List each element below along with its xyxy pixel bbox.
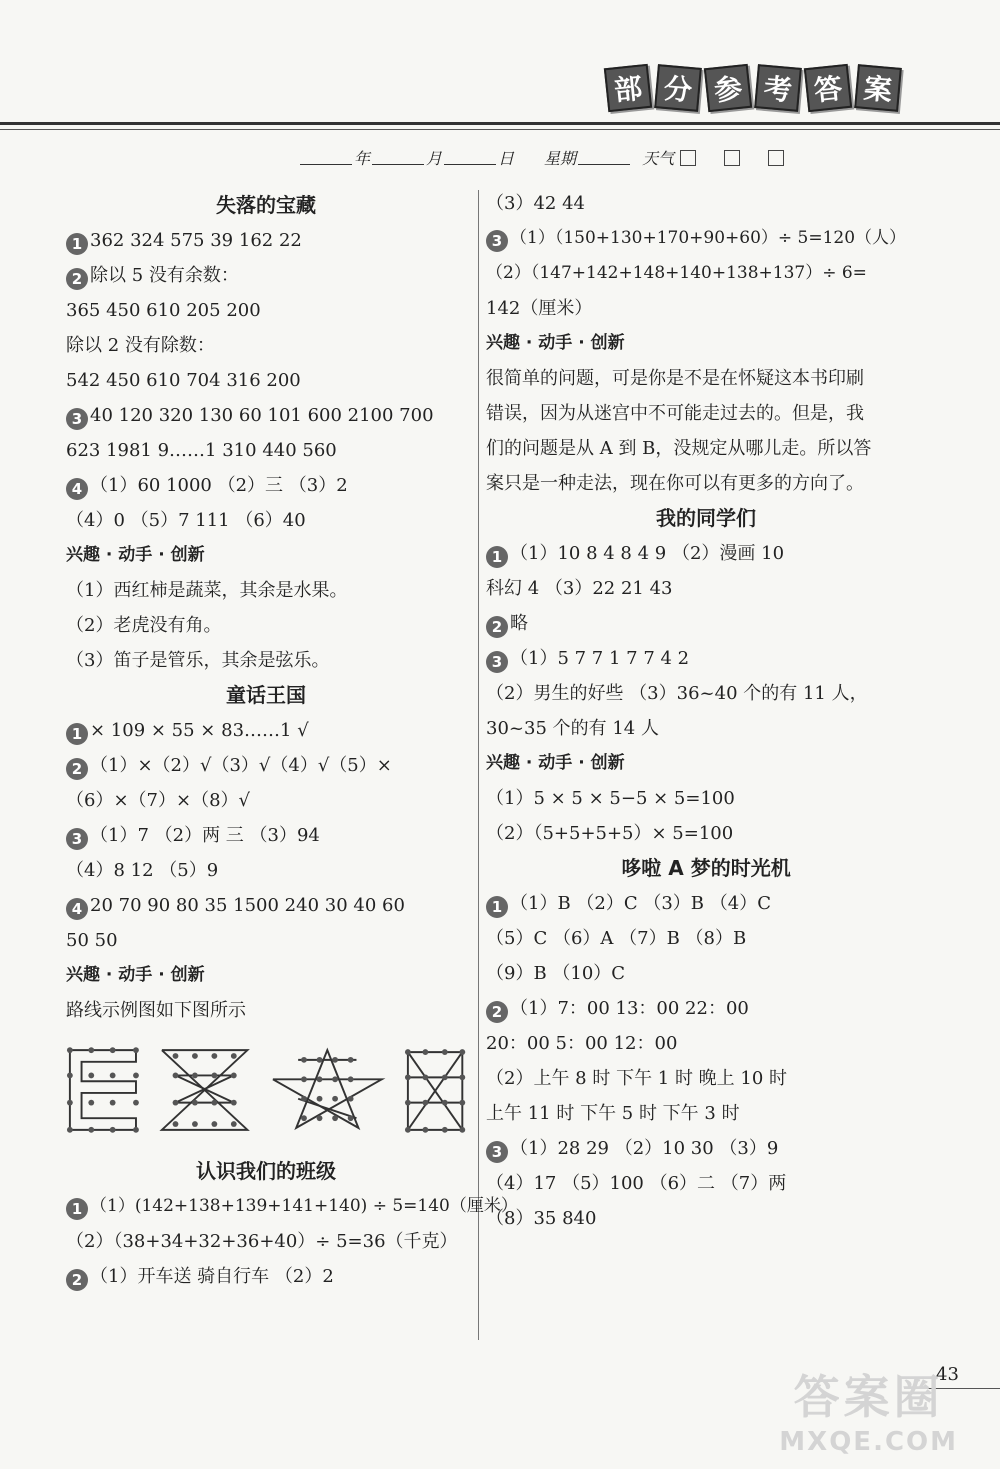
- month-label: 月: [426, 149, 443, 168]
- answer-line: 除以 2 没有除数：: [66, 335, 215, 356]
- header-title: [606, 66, 900, 110]
- title-char: 案: [854, 64, 902, 112]
- column-divider: [478, 190, 479, 1340]
- answer-line: 4 （1）60 1000 （2）三 （3）2: [66, 468, 466, 503]
- section-title: 认识我们的班级: [196, 1159, 336, 1183]
- header-rule-thin: [0, 129, 1000, 130]
- month-blank: [372, 151, 424, 165]
- answer-line: （1）西红柿是蔬菜，其余是水果。: [66, 580, 348, 601]
- question-number-1-icon: 1: [66, 233, 88, 255]
- title-char: 部: [604, 64, 652, 112]
- question-number-3-icon: 3: [486, 651, 508, 673]
- answer-line: （2）老虎没有角。: [66, 615, 222, 636]
- answer-line: 50 50: [66, 930, 118, 951]
- answer-line: 2 （1）×（2）√（3）√（4）√（5）×: [66, 748, 466, 783]
- weather-checkbox-rainy[interactable]: [768, 150, 784, 166]
- day-blank: [444, 151, 496, 165]
- title-char: 考: [754, 64, 802, 112]
- answer-line: （1）5 × 5 × 5−5 × 5=100: [486, 788, 735, 809]
- title-char: 答: [804, 64, 852, 112]
- question-number-2-icon: 2: [66, 758, 88, 780]
- answer-line: 2 除以 5 没有余数：: [66, 258, 466, 293]
- weather-checkbox-sunny[interactable]: [680, 150, 696, 166]
- answer-line: 3 40 120 320 130 60 101 600 2100 700: [66, 398, 466, 433]
- question-number-2-icon: 2: [66, 1269, 88, 1291]
- subsection-title: 兴趣 · 动手 · 创新: [66, 545, 205, 565]
- year-blank: [300, 151, 352, 165]
- question-number-3-icon: 3: [486, 1141, 508, 1163]
- route-diagram-3: [269, 1045, 386, 1135]
- answer-line: （2）（38+34+32+36+40）÷ 5=36（千克）: [66, 1231, 458, 1252]
- answer-line: （2）（5+5+5+5）× 5=100: [486, 823, 734, 844]
- answer-line: 3 （1）7 （2）两 三 （3）94: [66, 818, 466, 853]
- section-title: 童话王国: [226, 683, 306, 707]
- route-diagram-2: [158, 1045, 251, 1135]
- question-number-3-icon: 3: [486, 230, 508, 252]
- right-column: [486, 186, 926, 1236]
- answer-line: 3 （1）5 7 7 1 7 7 4 2: [486, 641, 926, 676]
- watermark-url: MXQE.COM: [779, 1427, 958, 1457]
- answer-line: 1 362 324 575 39 162 22: [66, 223, 466, 258]
- answer-line: 上午 11 时 下午 5 时 下午 3 时: [486, 1103, 740, 1124]
- question-number-2-icon: 2: [66, 268, 88, 290]
- answer-line: 3 （1）（150+130+170+90+60）÷ 5=120（人）: [486, 221, 926, 256]
- answer-line: （2）男生的好些 （3）36~40 个的有 11 人，: [486, 683, 868, 704]
- answer-line: 623 1981 9……1 310 440 560: [66, 440, 337, 461]
- answer-line: 142（厘米）: [486, 298, 593, 319]
- question-number-1-icon: 1: [66, 723, 88, 745]
- question-number-1-icon: 1: [486, 546, 508, 568]
- answer-line: （4）8 12 （5）9: [66, 860, 219, 881]
- route-diagram-4: [404, 1045, 466, 1135]
- watermark-logo: 答案圈: [793, 1370, 944, 1424]
- question-number-4-icon: 4: [66, 478, 88, 500]
- answer-line: 科幻 4 （3）22 21 43: [486, 578, 673, 599]
- answer-line: 1 （1）B （2）C （3）B （4）C: [486, 886, 926, 921]
- question-number-1-icon: 1: [486, 896, 508, 918]
- watermark: [779, 1361, 958, 1457]
- subsection-title: 兴趣 · 动手 · 创新: [486, 333, 625, 353]
- answer-line: 路线示例图如下图所示: [66, 1000, 246, 1021]
- header-rule: [0, 122, 1000, 125]
- question-number-4-icon: 4: [66, 898, 88, 920]
- answer-line: 3 （1）28 29 （2）10 30 （3）9: [486, 1131, 926, 1166]
- answer-line: 2 （1）7：00 13：00 22：00: [486, 991, 926, 1026]
- answer-line: 1 （1）10 8 4 8 4 9 （2）漫画 10: [486, 536, 926, 571]
- day-label: 日: [498, 149, 515, 168]
- answer-line: 1 × 109 × 55 × 83……1 √: [66, 713, 466, 748]
- answer-line: 20：00 5：00 12：00: [486, 1033, 678, 1054]
- question-number-3-icon: 3: [66, 828, 88, 850]
- answer-line: （6）×（7）×（8）√: [66, 790, 250, 811]
- answer-line: 2 （1）开车送 骑自行车 （2）2: [66, 1259, 466, 1294]
- weather-checkbox-cloudy[interactable]: [724, 150, 740, 166]
- question-number-2-icon: 2: [486, 1001, 508, 1023]
- year-label: 年: [354, 149, 371, 168]
- question-number-1-icon: 1: [66, 1198, 88, 1220]
- answer-line: （3）42 44: [486, 193, 585, 214]
- answer-line: （9）B （10）C: [486, 963, 626, 984]
- date-line: [300, 146, 900, 169]
- section-title: 失落的宝藏: [216, 193, 316, 217]
- answer-line: 1 （1）(142+138+139+141+140) ÷ 5=140（厘米）: [66, 1189, 466, 1224]
- answer-line: 4 20 70 90 80 35 1500 240 30 40 60: [66, 888, 466, 923]
- answer-line: （4）17 （5）100 （6）二 （7）两: [486, 1173, 787, 1194]
- section-title: 我的同学们: [656, 506, 756, 530]
- question-number-3-icon: 3: [66, 408, 88, 430]
- answer-line: （8）35 840: [486, 1208, 597, 1229]
- section-title: 哆啦 A 梦的时光机: [621, 856, 791, 880]
- question-number-2-icon: 2: [486, 616, 508, 638]
- answer-paragraph: 很简单的问题，可是你是不是在怀疑这本书印刷错误，因为从迷宫中不可能走过去的。但是，我们的问题是从 A 到 B，没规定从哪儿走。所以答案只是一种走法，现在你可以有更多的方向了。: [486, 368, 872, 494]
- weekday-label: 星期: [544, 149, 577, 168]
- title-char: 分: [654, 64, 702, 112]
- subsection-title: 兴趣 · 动手 · 创新: [486, 753, 625, 773]
- route-diagrams: [66, 1040, 466, 1140]
- answer-line: （2）上午 8 时 下午 1 时 晚上 10 时: [486, 1068, 788, 1089]
- answer-line: （4）0 （5）7 111 （6）40: [66, 510, 306, 531]
- answer-line: 2 略: [486, 606, 926, 641]
- answer-line: 365 450 610 205 200: [66, 300, 261, 321]
- subsection-title: 兴趣 · 动手 · 创新: [66, 965, 205, 985]
- answer-line: 30~35 个的有 14 人: [486, 718, 659, 739]
- answer-line: 542 450 610 704 316 200: [66, 370, 301, 391]
- page-number: 43: [936, 1364, 959, 1385]
- route-diagram-1: [66, 1045, 140, 1135]
- answer-line: （2）（147+142+148+140+138+137）÷ 6=: [486, 263, 867, 283]
- answer-line: （5）C （6）A （7）B （8）B: [486, 928, 747, 949]
- title-char: 参: [704, 64, 752, 112]
- weekday-blank: [578, 151, 630, 165]
- weather-label: 天气: [642, 149, 675, 168]
- answer-line: （3）笛子是管乐，其余是弦乐。: [66, 650, 330, 671]
